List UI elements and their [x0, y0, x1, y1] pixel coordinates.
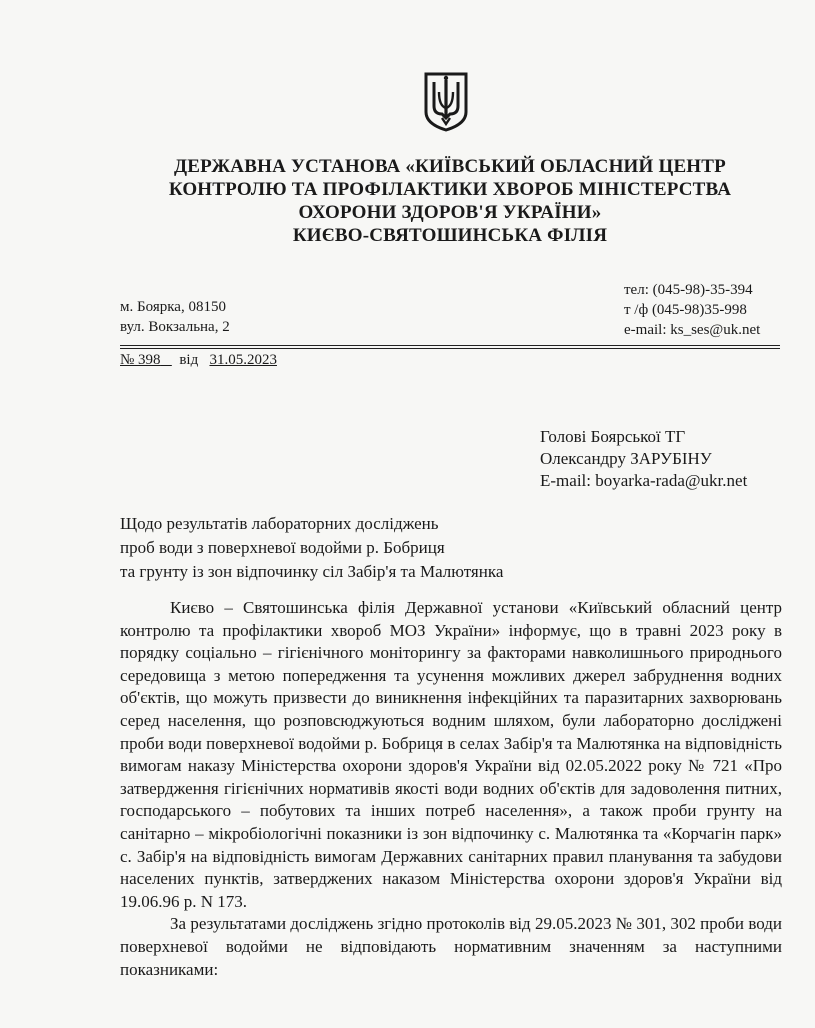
trident-emblem-icon	[422, 68, 470, 134]
body-paragraph-1: Києво – Святошинська філія Державної установи «Київський обласний центр контролю та профілактики хвороб МОЗ України» інформує, що в травні 2023 року в порядку соціально – гігієнічного моніторингу за факторами навколишнього природнього середовища з метою попередження та усунення можливих джерел забруднення водних об'єктів, що можуть призвести до виникнення інфекційних та паразитарних захворювань серед населення, що розповсюджуються водним шляхом, були лабораторно досліджені проби води поверхневої водойми р. Бобриця в селах Забір'я та Малютянка на відповідність вимогам наказу Міністерства охорони здоров'я України від 02.05.2022 року № 721 «Про затвердження гігієнічних нормативів якості води водних об'єктів для задоволення питних, господарського – побутових та інших потреб населення», а також проби грунту на санітарно – мікробіологічні показники із зон відпочинку с. Малютянка та «Корчагін парк» с. Забір'я на відповідність вимогам Державних санітарних правил планування та забудови населених пунктів, затверджених наказом Міністерства охорони здоров'я України від 19.06.96 р. N 173.	[120, 598, 782, 911]
contact-email: e-mail: ks_ses@uk.net	[624, 322, 761, 338]
organization-header	[100, 155, 800, 247]
subject-line-3: та грунту із зон відпочинку сіл Забір'я та Малютянка	[120, 562, 504, 581]
registration-number: № 398	[120, 352, 161, 368]
contact-fax: т /ф (045-98)35-998	[624, 302, 747, 318]
postal-address	[120, 297, 230, 337]
letter-subject	[120, 512, 503, 584]
recipient-email: E-mail: boyarka-rada@ukr.net	[540, 471, 748, 490]
recipient-block	[540, 426, 747, 492]
header-line-3: ОХОРОНИ ЗДОРОВ'Я УКРАЇНИ»	[298, 202, 602, 223]
header-line-2: КОНТРОЛЮ ТА ПРОФІЛАКТИКИ ХВОРОБ МІНІСТЕРСТВА	[168, 179, 732, 200]
recipient-name: Олександру ЗАРУБІНУ	[540, 449, 712, 468]
letter-body	[120, 597, 782, 981]
contact-block	[624, 280, 760, 340]
recipient-title: Голові Боярської ТГ	[540, 427, 686, 446]
subject-line-1: Щодо результатів лабораторних досліджень	[120, 514, 439, 533]
body-paragraph-2: За результатами досліджень згідно протоколів від 29.05.2023 № 301, 302 проби води поверхневої водойми не відповідають нормативним значенням за наступними показниками:	[120, 914, 782, 979]
address-street: вул. Вокзальна, 2	[120, 319, 230, 335]
header-divider	[120, 345, 780, 349]
registration-from-label: від	[179, 352, 199, 368]
registration-line	[120, 350, 277, 370]
subject-line-2: проб води з поверхневої водойми р. Бобриця	[120, 538, 445, 557]
registration-date: 31.05.2023	[209, 352, 277, 368]
header-line-4: КИЄВО-СВЯТОШИНСЬКА ФІЛІЯ	[292, 225, 608, 246]
header-line-1: ДЕРЖАВНА УСТАНОВА «КИЇВСЬКИЙ ОБЛАСНИЙ ЦЕНТР	[174, 156, 726, 177]
address-city: м. Боярка, 08150	[120, 299, 226, 315]
contact-phone: тел: (045-98)-35-394	[624, 282, 753, 298]
